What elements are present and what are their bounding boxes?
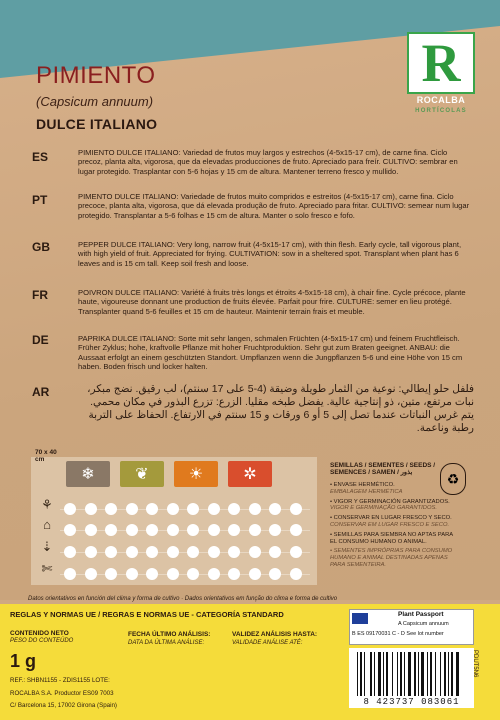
latin-name: (Capsicum annuum) bbox=[36, 94, 154, 109]
seeds-info-item: • ENVASE HERMÉTICO. EMBALAGEM HERMÉTICA bbox=[330, 482, 403, 495]
winter-icon: ❄ bbox=[66, 461, 110, 487]
lang-code-es: ES bbox=[32, 150, 49, 164]
product-title: PIMIENTO bbox=[36, 62, 156, 89]
barcode-bar bbox=[430, 652, 432, 696]
summer-sun-icon: ☀ bbox=[174, 461, 218, 487]
calendar-month-dot bbox=[249, 546, 261, 558]
autumn-leaf-icon: ✲ bbox=[228, 461, 272, 487]
calendar-month-dot bbox=[85, 503, 97, 515]
calendar-month-dot bbox=[105, 546, 117, 558]
description-pt: PIMENTO DULCE ITALIANO: Variedade de frutos muito compridos e estreitos (4-5x15-17 cm), carne fina. Ciclo precoce, planta alta, vigorosa, que dá elevada produção de fruto. Apreciado para fritar. CULTIVO: semear num lugar protegido. Transplantar a 5-6 folhas e 15 cm de altura. Manter o solo fresco e fofo. bbox=[78, 192, 470, 220]
seeds-info-item: • SEMILLAS PARA SIEMBRA NO APTAS PARA EL CONSUMO HUMANO O ANIMAL. bbox=[330, 531, 453, 545]
barcode-bars bbox=[357, 652, 467, 696]
barcode-bar bbox=[408, 652, 411, 696]
content-label: CONTENIDO NETO bbox=[10, 630, 69, 637]
calendar-month-dot bbox=[167, 568, 179, 580]
calendar-month-dot bbox=[208, 524, 220, 536]
spring-leaf-icon: ❦ bbox=[120, 461, 164, 487]
eu-flag-icon bbox=[352, 613, 368, 624]
barcode-bar bbox=[448, 652, 449, 696]
logo-letter: R bbox=[421, 33, 461, 93]
seeds-info-title: SEMILLAS / SEMENTES / SEEDS / SEMENCES / SAMEN / بذور bbox=[330, 462, 436, 477]
barcode-bar bbox=[370, 652, 372, 696]
calendar-month-dot bbox=[126, 503, 138, 515]
barcode-bar bbox=[374, 652, 375, 696]
description-gb: PEPPER DULCE ITALIANO: Very long, narrow fruit (4-5x15-17 cm), with thin flesh. Early cycle, tall vigorous plant, with high yield of fruit. Appreciated for frying. CULTIVATION: sow in a sheltered spot. Transplant when plant has 6 leaves and is 15 cm tall. Keep soil fresh and loose. bbox=[78, 240, 462, 268]
seeds-info-item: • SEMENTES IMPRÓPRIAS PARA CONSUMO HUMANO E ANIMAL DESTINADAS APENAS PARA SEMENTEIRA. bbox=[330, 548, 453, 568]
calendar-month-dot bbox=[187, 568, 199, 580]
lang-code-gb: GB bbox=[32, 240, 50, 254]
barcode-bar bbox=[400, 652, 402, 696]
barcode-bar bbox=[392, 652, 393, 696]
calendar-month-dot bbox=[85, 524, 97, 536]
lang-code-ar: AR bbox=[32, 385, 50, 399]
calendar-month-dot bbox=[146, 503, 158, 515]
calendar-month-dot bbox=[167, 524, 179, 536]
lang-code-fr: FR bbox=[32, 288, 48, 302]
barcode-bar bbox=[414, 652, 416, 696]
calendar-month-dot bbox=[105, 503, 117, 515]
calendar-month-dot bbox=[269, 503, 281, 515]
validity-label: VALIDEZ ANÁLISIS HASTA: bbox=[232, 631, 318, 638]
description-de: PAPRIKA DULCE ITALIANO: Sorte mit sehr langen, schmalen Früchten (4-5x15-17 cm) und feinem Fruchtfleisch. Früher Zyklus; hohe, kraftvolle Pflanze mit hoher Fruchtproduktion. Sehr gut zum Braten geeignet. ANBAU: die Aussaat erfolgt an einem geschützten Standort. Umpflanzen wenn die Jungpflanzen 5-6 und eine Höhe von 15 cm haben. Boden frisch und locker halten. bbox=[78, 334, 463, 372]
recycle-icon: ♻ bbox=[440, 463, 466, 495]
variety-name: DULCE ITALIANO bbox=[36, 116, 158, 132]
calendar-month-dot bbox=[126, 546, 138, 558]
calendar-month-dot bbox=[228, 568, 240, 580]
calendar-month-dot bbox=[249, 503, 261, 515]
calendar-month-dot bbox=[187, 503, 199, 515]
plant-passport-line-b: B ES 09170031 C - D See lot number bbox=[352, 631, 444, 637]
barcode-number: 8 423737 083061 bbox=[363, 697, 460, 707]
disclaimer-footnote: Datos orientativos en función del clima y forma de cultivo · Dados orientativos em função do clima e forma de cultivo bbox=[28, 596, 338, 602]
seeds-info-item: • VIGOR Y GERMINACIÓN GARANTIZADOS. VIGOR E GERMINAÇÃO GARANTIDOS. bbox=[330, 498, 450, 512]
validity-label-pt: VALIDADE ANÁLISE ATÉ: bbox=[232, 640, 303, 646]
barcode-bar bbox=[427, 652, 428, 696]
producer-info: ROCALBA S.A. Productor ES09 7003 bbox=[10, 690, 114, 697]
seedbed-icon: ⌂ bbox=[43, 517, 51, 532]
calendar-month-dot bbox=[228, 503, 240, 515]
calendar-month-dot bbox=[269, 524, 281, 536]
transplant-icon: ⇣ bbox=[41, 539, 53, 554]
calendar-month-dot bbox=[249, 524, 261, 536]
reference-lot: REF.: SHBN1155 - ZDIS1155 LOTE: bbox=[10, 677, 110, 684]
lang-code-pt: PT bbox=[32, 193, 48, 207]
calendar-month-dot bbox=[64, 524, 76, 536]
calendar-month-dot bbox=[85, 546, 97, 558]
brand-name: ROCALBA bbox=[416, 95, 466, 105]
calendar-month-dot bbox=[228, 524, 240, 536]
calendar-month-dot bbox=[269, 546, 281, 558]
calendar-month-dot bbox=[85, 568, 97, 580]
barcode-bar bbox=[456, 652, 459, 696]
calendar-month-dot bbox=[126, 568, 138, 580]
calendar-month-dot bbox=[146, 568, 158, 580]
brand-subtitle: HORTÍCOLAS bbox=[415, 108, 467, 114]
plant-passport-line-a: A Capsicum annuum bbox=[398, 621, 449, 627]
producer-address: C/ Barcelona 15, 17002 Girona (Spain) bbox=[10, 702, 117, 709]
barcode-bar bbox=[451, 652, 453, 696]
net-weight: 1 g bbox=[10, 651, 37, 671]
calendar-month-dot bbox=[187, 546, 199, 558]
barcode-bar bbox=[404, 652, 405, 696]
calendar-month-dot bbox=[187, 524, 199, 536]
rocalba-logo bbox=[407, 32, 475, 94]
plant-spacing-label: 70 x 40 cm bbox=[35, 449, 57, 463]
calendar-month-dot bbox=[290, 568, 302, 580]
description-ar: فلفل حلو إيطالي: نوعية من الثمار طويلة وضيقة (4-5 على 17 سنتم)، لب رقيق. نضج مبكر، نبات مرتفع، متين، ذو إنتاجية عالية. يفضل طبخه مقليا. الزرع: تزرع البذور في مكان محمي. يتم غرس النباتات عندما تصل إلى 5 أو 6 ورقات و 15 سنتم في الارتفاع. الحفاظ على التربة رطبة وناعمة. bbox=[87, 383, 474, 434]
sowing-in-place-icon: ⚘ bbox=[41, 497, 53, 512]
barcode-bar bbox=[360, 652, 362, 696]
calendar-month-dot bbox=[290, 503, 302, 515]
calendar-month-dot bbox=[208, 546, 220, 558]
calendar-month-dot bbox=[228, 546, 240, 558]
description-fr: POIVRON DULCE ITALIANO: Variété à fruits très longs et étroits 4-5x15-18 cm), à chair fine. Cycle précoce, plante haute, vigoureuse donnant une production de fruits élevée. Parfait pour frire. CULTURE: semer en lieu protégé. Transplanter quand 5-6 feuilles et 15 cm de hauteur. Maintenir terrain frais et meuble. bbox=[78, 288, 466, 316]
barcode-bar bbox=[386, 652, 388, 696]
harvest-icon: ✄ bbox=[41, 561, 53, 576]
barcode-bar bbox=[357, 652, 358, 696]
calendar-month-dot bbox=[105, 524, 117, 536]
calendar-month-dot bbox=[208, 568, 220, 580]
barcode-bar bbox=[440, 652, 441, 696]
calendar-month-dot bbox=[146, 524, 158, 536]
lang-code-de: DE bbox=[32, 333, 49, 347]
regulatory-title: REGLAS Y NORMAS UE / REGRAS E NORMAS UE - CATEGORÍA STANDARD bbox=[10, 610, 284, 619]
barcode-bar bbox=[421, 652, 424, 696]
calendar-month-dot bbox=[249, 568, 261, 580]
calendar-month-dot bbox=[146, 546, 158, 558]
description-es: PIMIENTO DULCE ITALIANO: Variedad de frutos muy largos y estrechos (4-5x15-17 cm), de carne fina. Ciclo precoz, planta alta, vigorosa, que da elevadas producciones de fruto. Apreciado para freír. CULTIVO: sembrar en lugar protegido. Trasplantar con 5-6 hojas y 15 cm de altura. Mantener terreno fresco y mullido. bbox=[78, 148, 458, 176]
calendar-month-dot bbox=[208, 503, 220, 515]
barcode-bar bbox=[383, 652, 384, 696]
seeds-info-list bbox=[330, 482, 456, 572]
analysis-date-label-pt: DATA DA ÚLTIMA ANÁLISE: bbox=[128, 640, 205, 646]
barcode-bar bbox=[378, 652, 381, 696]
calendar-month-dot bbox=[64, 546, 76, 558]
side-code: PDUT5N6 bbox=[472, 650, 478, 678]
barcode-bar bbox=[444, 652, 446, 696]
plant-passport-title: Plant Passport bbox=[398, 611, 444, 618]
calendar-month-dot bbox=[64, 503, 76, 515]
content-label-pt: PESO DO CONTEÚDO bbox=[10, 638, 74, 644]
calendar-month-dot bbox=[269, 568, 281, 580]
calendar-month-dot bbox=[167, 546, 179, 558]
calendar-month-dot bbox=[105, 568, 117, 580]
seeds-info-item: • CONSERVAR EN LUGAR FRESCO Y SECO. CONSERVAR EM LUGAR FRESCO E SECO. bbox=[330, 515, 452, 528]
barcode-bar bbox=[435, 652, 436, 696]
calendar-month-dot bbox=[126, 524, 138, 536]
analysis-date-label: FECHA ÚLTIMO ANÁLISIS: bbox=[128, 631, 211, 638]
calendar-month-dot bbox=[290, 546, 302, 558]
barcode-bar bbox=[397, 652, 398, 696]
calendar-month-dot bbox=[167, 503, 179, 515]
calendar-month-dot bbox=[64, 568, 76, 580]
barcode-bar bbox=[364, 652, 365, 696]
barcode-bar bbox=[418, 652, 419, 696]
calendar-month-dot bbox=[290, 524, 302, 536]
